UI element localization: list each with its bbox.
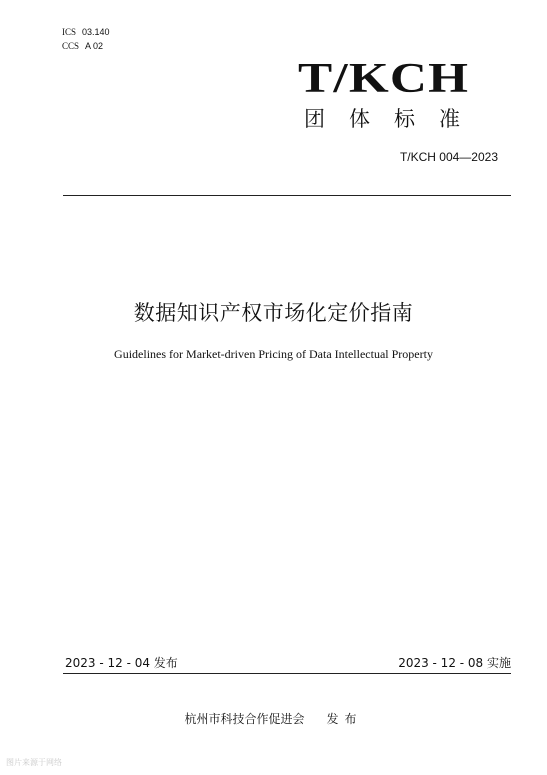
document-title-en: Guidelines for Market-driven Pricing of Data Intellectual Property xyxy=(114,347,433,361)
ccs-label: CCS xyxy=(62,41,80,51)
publisher-action: 发布 xyxy=(326,712,363,726)
ccs-code: A 02 xyxy=(85,41,104,51)
standard-number: T/KCH 004—2023 xyxy=(399,150,498,164)
ics-code: 03.140 xyxy=(82,27,110,37)
issue-date: 2023 - 12 - 04 发布 xyxy=(65,656,178,670)
source-watermark: 图片来源于网络 xyxy=(6,758,62,767)
publisher-line xyxy=(0,712,547,727)
ics-label: ICS xyxy=(62,27,77,37)
ccs-classification xyxy=(62,41,103,52)
standard-brand-logo: T/KCH xyxy=(298,56,470,102)
standard-type: 团体标准 xyxy=(304,107,484,131)
header-divider xyxy=(63,195,511,196)
ics-classification xyxy=(62,27,110,38)
publisher-name: 杭州市科技合作促进会 xyxy=(184,712,305,726)
document-title-zh: 数据知识产权市场化定价指南 xyxy=(133,301,414,325)
footer-divider xyxy=(63,673,511,674)
implementation-date: 2023 - 12 - 08 实施 xyxy=(398,656,511,670)
